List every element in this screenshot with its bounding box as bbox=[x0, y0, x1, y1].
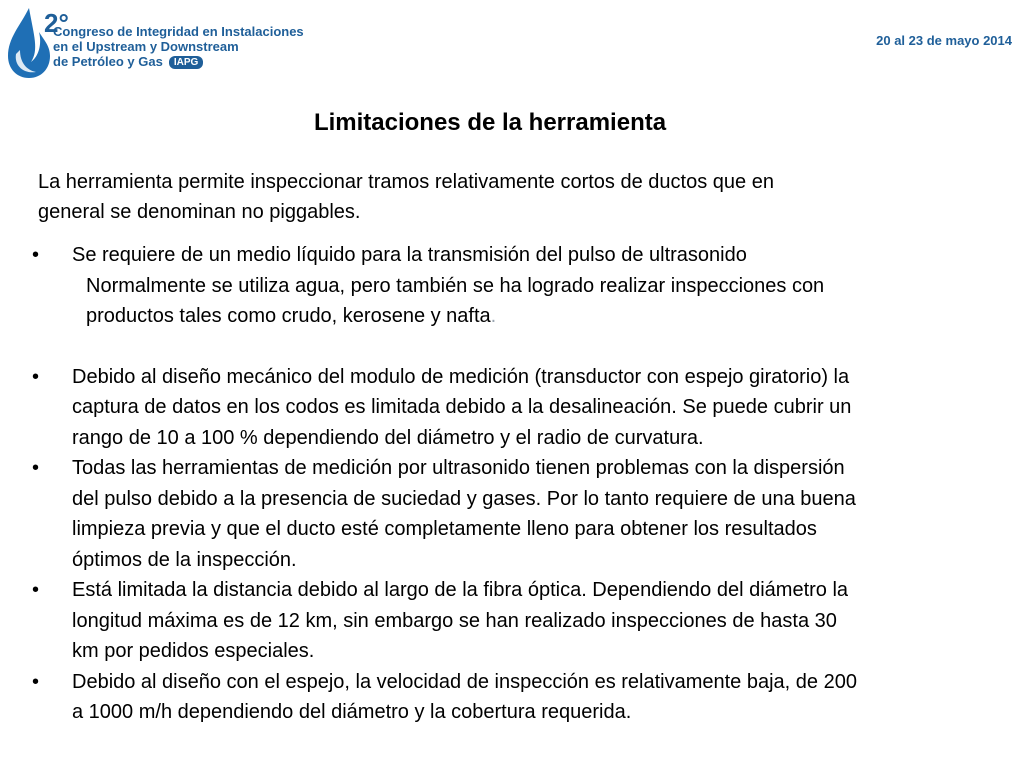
bullet-line: a 1000 m/h dependiendo del diámetro y la cobertura requerida. bbox=[72, 701, 632, 723]
bullet-icon: • bbox=[32, 244, 40, 266]
congress-logo bbox=[6, 6, 306, 80]
bullet-item-pulse-dispersion bbox=[32, 453, 1002, 575]
intro-line: general se denominan no piggables. bbox=[38, 201, 361, 223]
sub-line-tail: . bbox=[490, 305, 497, 327]
logo-line-2: en el Upstream y Downstream bbox=[53, 39, 239, 54]
logo-text bbox=[53, 24, 304, 69]
bullet-line: longitud máxima es de 12 km, sin embargo se han realizado inspecciones de hasta 30 bbox=[72, 609, 837, 632]
bullet-line: Todas las herramientas de medición por ultrasonido tienen problemas con la dispersión bbox=[72, 457, 845, 479]
bullet-line: rango de 10 a 100 % dependiendo del diámetro y el radio de curvatura. bbox=[72, 426, 704, 449]
sub-line: Normalmente se utiliza agua, pero también se ha logrado realizar inspecciones con bbox=[86, 274, 825, 297]
bullet-item-liquid-medium bbox=[32, 240, 1002, 332]
bullet-line: limpieza previa y que el ducto esté completamente lleno para obtener los resultados bbox=[72, 518, 817, 540]
bullet-icon: • bbox=[32, 579, 40, 601]
intro-line: La herramienta permite inspeccionar tramos relativamente cortos de ductos que en bbox=[38, 171, 774, 193]
logo-line-1: Congreso de Integridad en Instalaciones bbox=[53, 24, 304, 39]
iapg-badge: IAPG bbox=[169, 56, 203, 69]
bullet-icon: • bbox=[32, 457, 40, 479]
bullet-line: captura de datos en los codos es limitada debido a la desalineación. Se puede cubrir un bbox=[72, 396, 852, 418]
intro-paragraph bbox=[38, 167, 938, 227]
bullet-line: Está limitada la distancia debido al largo de la fibra óptica. Dependiendo del diámetro la bbox=[72, 579, 849, 601]
bullet-line: Debido al diseño mecánico del modulo de medición (transductor con espejo giratorio) la bbox=[72, 365, 850, 388]
event-date: 20 al 23 de mayo 2014 bbox=[876, 33, 1012, 48]
bullet-line: óptimos de la inspección. bbox=[72, 548, 297, 571]
bullet-line: km por pedidos especiales. bbox=[72, 640, 315, 662]
logo-edition-number: 2° bbox=[44, 8, 69, 38]
bullet-icon: • bbox=[32, 670, 40, 693]
bullet-line: Se requiere de un medio líquido para la transmisión del pulso de ultrasonido bbox=[72, 244, 747, 266]
bullet-line: del pulso debido a la presencia de suciedad y gases. Por lo tanto requiere de una buena bbox=[72, 487, 856, 510]
logo-line-3: de Petróleo y Gas bbox=[53, 54, 163, 69]
bullet-list bbox=[32, 240, 1002, 728]
bullet-item-mechanical-design bbox=[32, 362, 1002, 454]
sub-line: productos tales como crudo, kerosene y nafta bbox=[86, 305, 491, 327]
bullet-icon: • bbox=[32, 365, 40, 388]
bullet-line: Debido al diseño con el espejo, la velocidad de inspección es relativamente baja, de 200 bbox=[72, 670, 857, 693]
bullet-item-inspection-speed bbox=[32, 667, 1002, 728]
slide-title: Limitaciones de la herramienta bbox=[313, 109, 667, 136]
bullet-item-fiber-distance bbox=[32, 575, 1002, 667]
